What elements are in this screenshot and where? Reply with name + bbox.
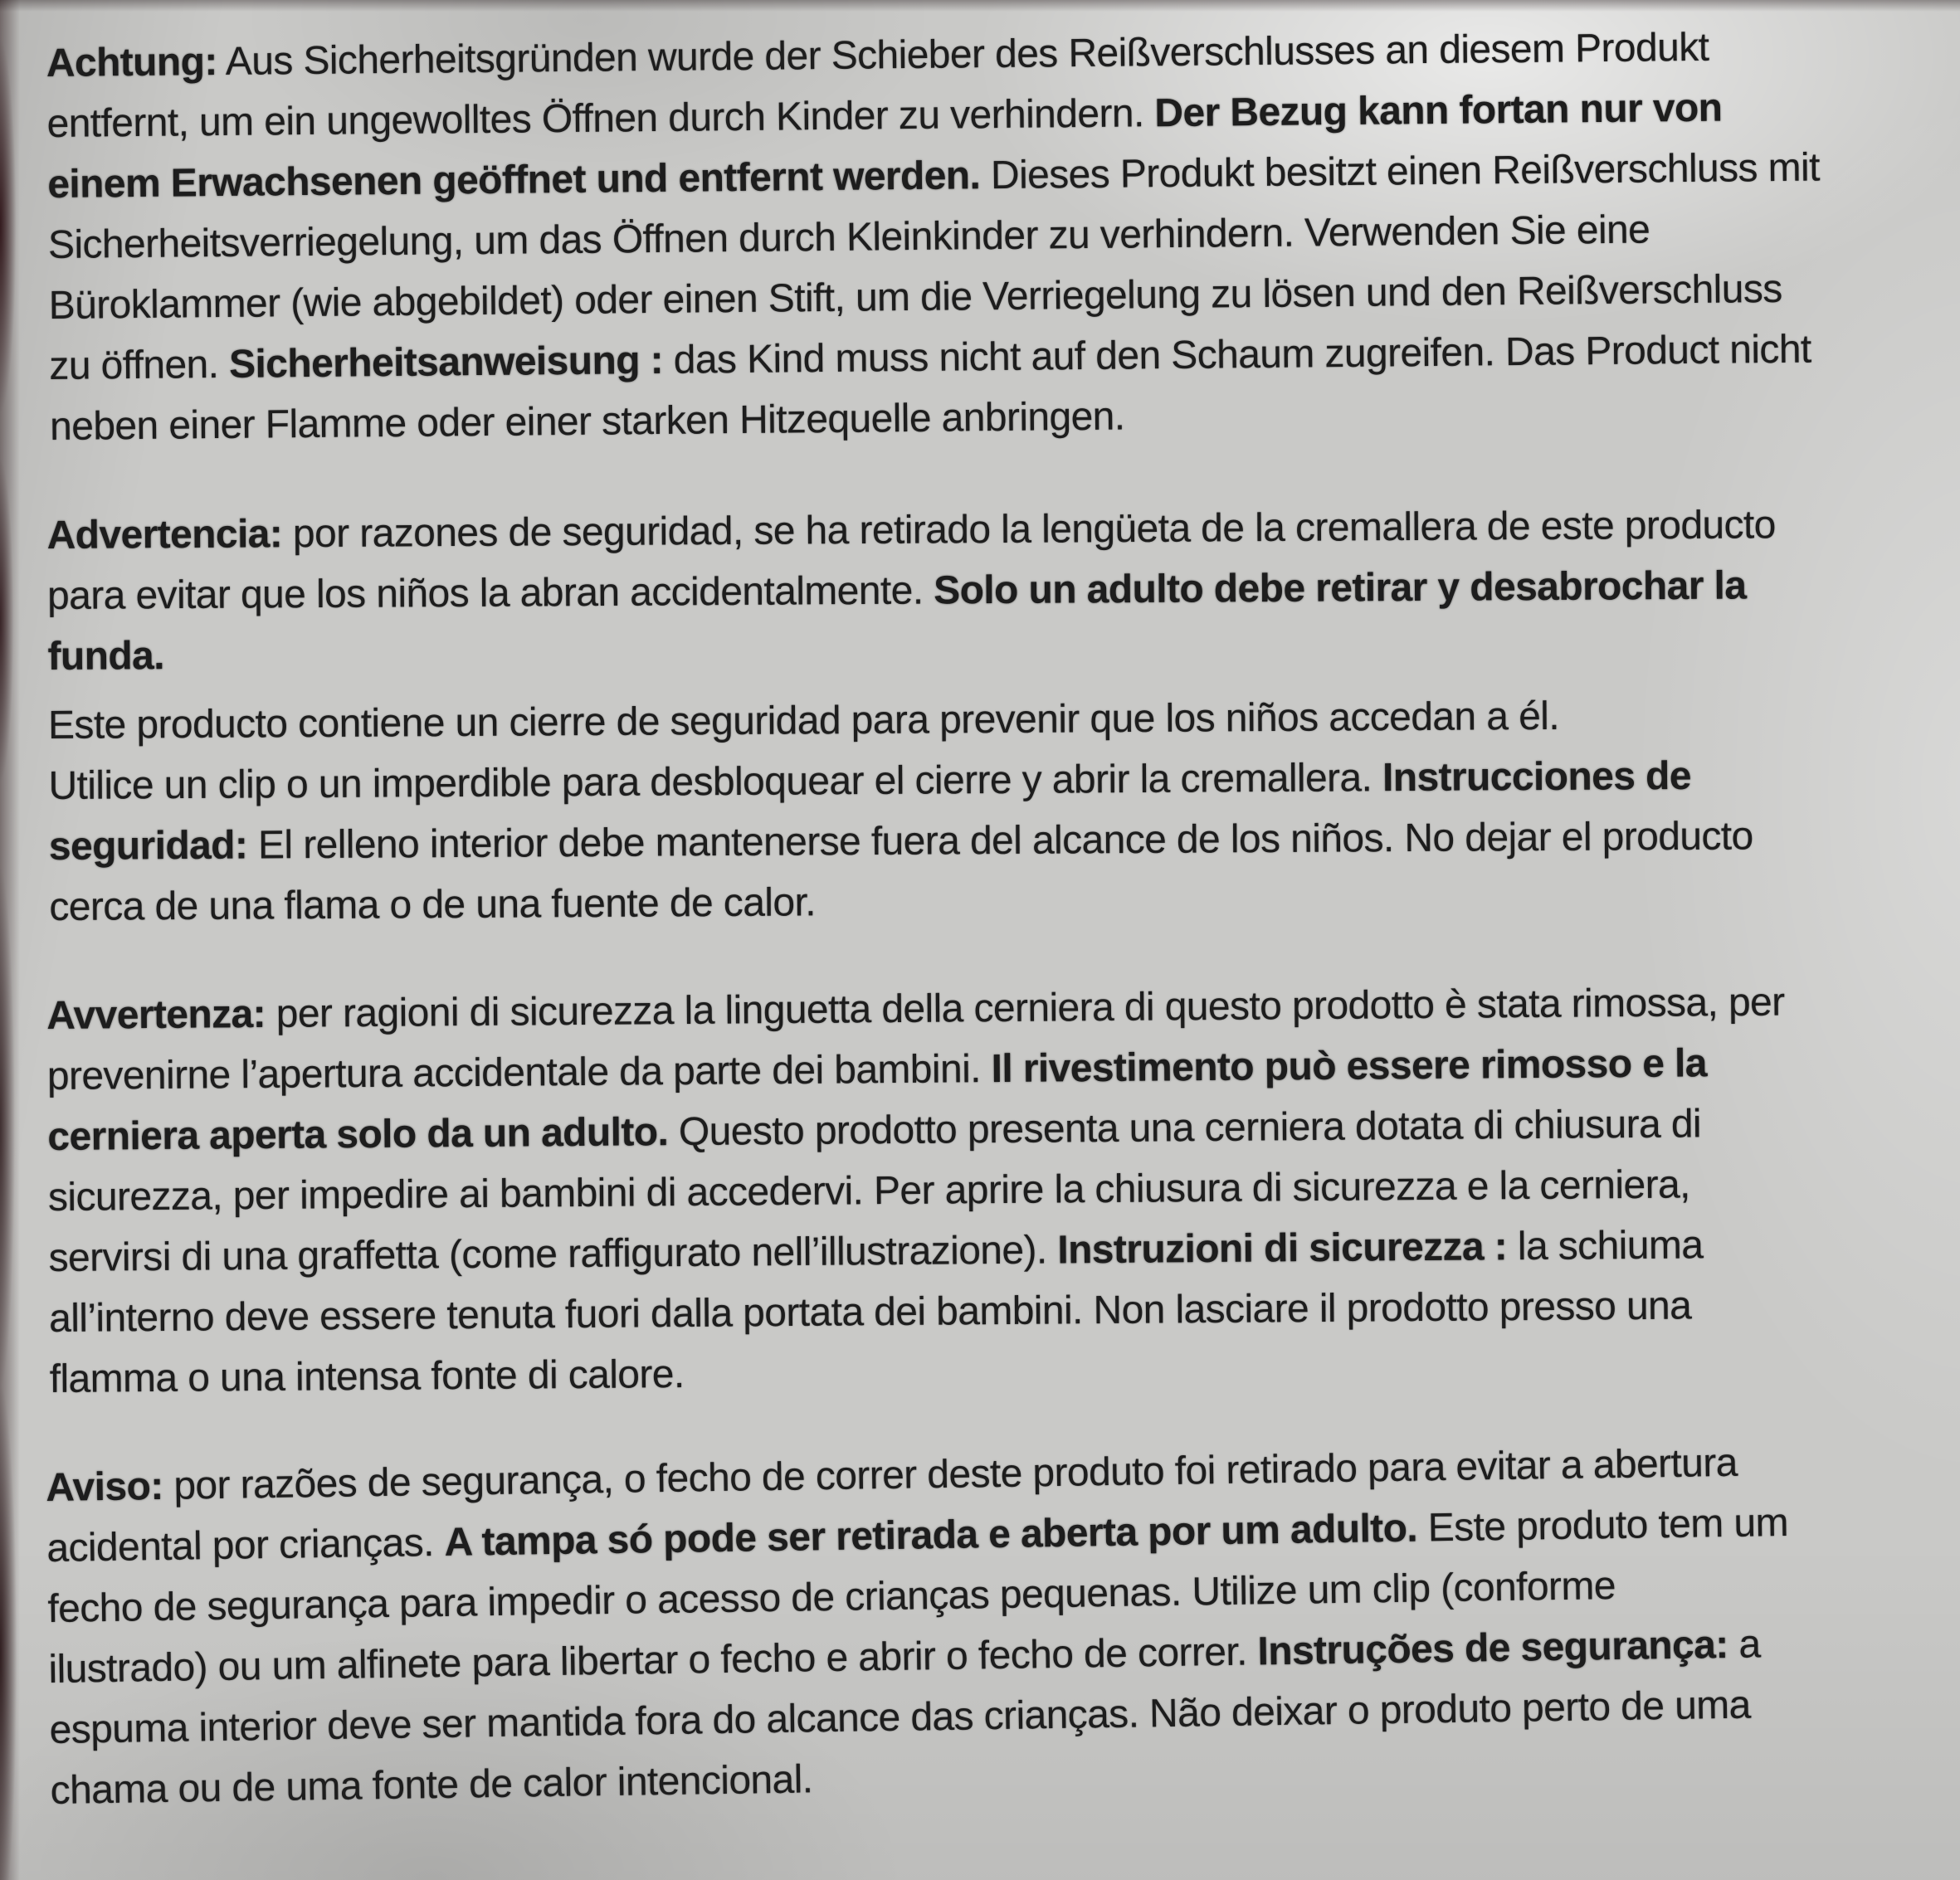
text-segment: Il rivestimento può essere rimosso e la [991,1041,1708,1092]
paragraph-spanish [46,494,1821,938]
text-segment: Questo prodotto presenta una cerniera dotata di chiusura di [667,1102,1702,1155]
text-segment: Este produto tem um [1416,1500,1789,1551]
text-segment: entfernt, um ein ungewolltes Öffnen durch Kinder zu verhindern. [46,91,1155,147]
text-segment: Instruzioni di sicurezza : [1057,1225,1508,1273]
text-line [49,866,1821,938]
text-segment: Instrucciones de [1382,753,1692,801]
text-segment: flamma o una intensa fonte di calore. [49,1352,685,1401]
text-segment: chama ou de uma fonte de calor intencional. [50,1757,813,1813]
text-segment: la schiuma [1506,1223,1704,1269]
text-segment: Utilice un clip o un imperdible para desbloquear el cierre y abrir la cremallera. [48,756,1383,808]
text-segment: ilustrado) ou um alfinete para libertar o fecho e abrir o fecho de correr. [48,1629,1258,1692]
text-segment: a [1728,1622,1761,1667]
text-segment: Sicherheitsanweisung : [228,338,664,387]
text-line [47,616,1820,687]
text-segment: Aus Sicherheitsgründen wurde der Schieber des Reißverschlusses an diesem Produkt [217,25,1709,85]
text-segment: das Kind muss nicht auf den Schaum zugreifen. Das Product nicht [662,327,1811,382]
text-segment: Dieses Produkt besitzt einen Reißverschluss mit [979,145,1821,198]
text-segment: prevenirne l’apertura accidentale da parte dei bambini. [46,1047,992,1099]
text-segment: El relleno interior debe mantenerse fuera del alcance de los niños. No dejar el producto [247,814,1753,868]
paragraph-italian [46,972,1822,1410]
text-segment: cerca de una flama o de una fuente de calor. [49,880,817,929]
text-segment: einem Erwachsenen geöffnet und entfernt werden. [47,153,981,207]
text-segment: fecho de segurança para impedir o acesso de crianças pequenas. Utilize um clip (conforme [47,1563,1616,1632]
text-segment: Sicherheitsverriegelung, um das Öffnen durch Kleinkinder zu verhindern. Verwenden Sie eine [47,207,1650,267]
text-segment: sicurezza, per impedire ai bambini di accedervi. Per aprire la chiusura di sicurezza e la cerniera, [47,1162,1690,1220]
text-segment: cerniera aperta solo da un adulto. [47,1110,669,1160]
text-segment: zu öffnen. [49,342,230,388]
text-segment: funda. [47,634,165,679]
paragraph-german [46,17,1822,457]
text-segment: Der Bezug kann fortan nur von [1154,85,1723,136]
text-line [49,1335,1821,1410]
text-segment: seguridad: [48,823,248,869]
text-segment: Instruções de segurança: [1257,1622,1728,1674]
text-line [47,555,1820,626]
text-segment: acidental por crianças. [46,1520,445,1571]
text-segment: Advertencia: [46,512,283,558]
text-segment: Este producto contiene un cierre de seguridad para prevenir que los niños accedan a él. [47,694,1560,748]
text-segment: servirsi di una graffetta (come raffigurato nell’illustrazione). [48,1228,1058,1280]
text-segment: Avvertenza: [46,991,266,1039]
text-line [49,806,1821,877]
text-segment: por razões de segurança, o fecho de correr deste produto foi retirado para evitar a abertura [163,1440,1738,1508]
text-line [46,494,1819,566]
paragraph-portuguese [46,1431,1823,1821]
text-segment: Aviso: [45,1464,163,1511]
text-line [48,684,1821,756]
text-segment: para evitar que los niños la abran accidentalmente. [46,568,934,619]
text-segment: espuma interior deve ser mantida fora do alcance das crianças. Não deixar o produto perto de uma [49,1683,1752,1752]
text-line [48,745,1821,816]
text-segment: Büroklammer (wie abgebildet) oder einen Stift, um die Verriegelung zu lösen und den Reißverschluss [48,266,1782,328]
text-segment: por razones de seguridad, se ha retirado la lengüeta de la cremallera de este producto [282,503,1776,557]
text-segment: A tampa só pode ser retirada e aberta por um adulto. [444,1506,1418,1565]
text-segment: per ragioni di sicurezza la linguetta della cerniera di questo prodotto è stata rimossa, per [265,980,1785,1036]
text-segment: Solo un adulto debe retirar y desabrochar la [934,563,1747,613]
text-segment: Achtung: [46,40,217,86]
text-segment: all’interno deve essere tenuta fuori dalla portata dei bambini. Non lasciare il prodotto presso una [48,1283,1692,1341]
text-segment: neben einer Flamme oder einer starken Hitzequelle anbringen. [49,394,1125,449]
